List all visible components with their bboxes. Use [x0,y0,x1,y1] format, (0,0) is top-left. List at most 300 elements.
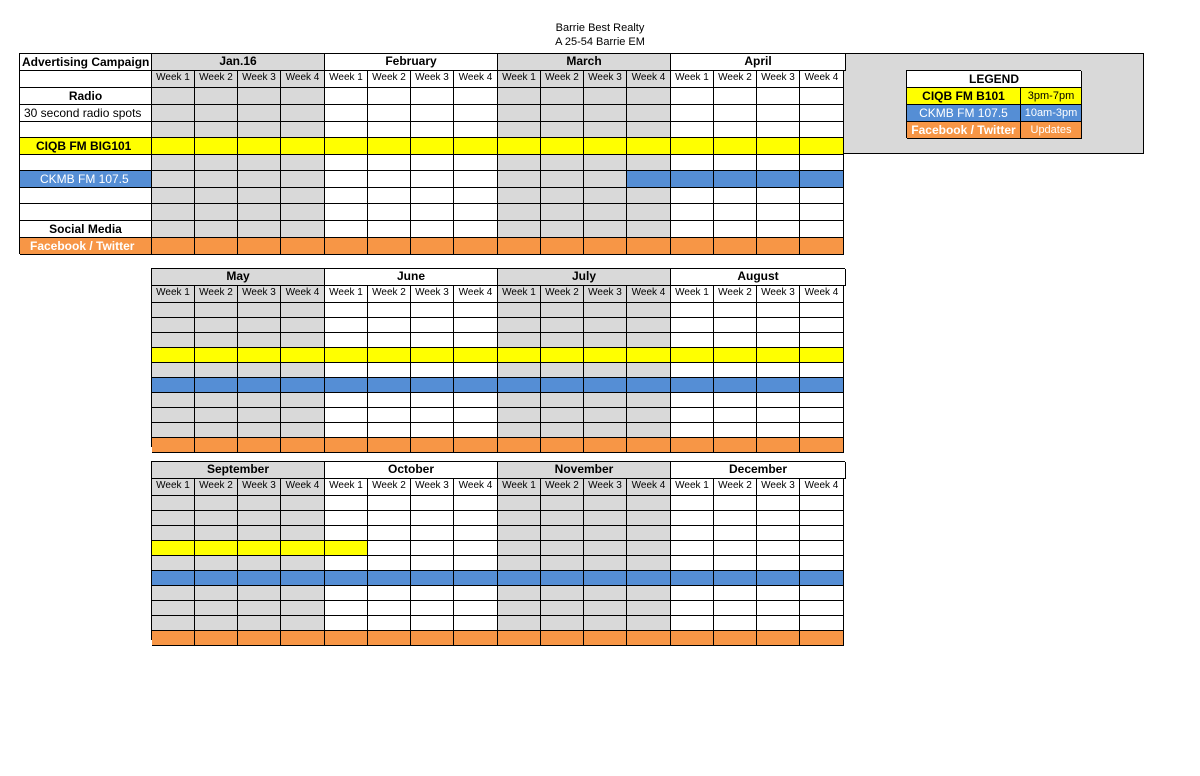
schedule-cell[interactable] [195,188,238,204]
schedule-cell[interactable] [800,631,844,646]
schedule-cell[interactable] [195,204,238,221]
schedule-cell[interactable] [671,571,714,586]
schedule-cell[interactable] [541,138,584,155]
schedule-cell[interactable] [800,318,844,333]
schedule-cell[interactable] [757,171,800,188]
schedule-cell[interactable] [411,88,454,105]
schedule-cell[interactable] [800,363,844,378]
schedule-cell[interactable] [368,526,411,541]
schedule-cell[interactable] [325,318,368,333]
schedule-cell[interactable] [714,631,757,646]
schedule-cell[interactable] [411,171,454,188]
schedule-cell[interactable] [627,188,671,204]
schedule-cell[interactable] [281,586,325,601]
schedule-cell[interactable] [325,496,368,511]
schedule-cell[interactable] [757,378,800,393]
schedule-cell[interactable] [714,408,757,423]
schedule-cell[interactable] [368,541,411,556]
schedule-cell[interactable] [368,171,411,188]
schedule-cell[interactable] [627,155,671,171]
schedule-cell[interactable] [411,438,454,453]
schedule-cell[interactable] [152,631,195,646]
schedule-cell[interactable] [671,204,714,221]
schedule-cell[interactable] [238,348,281,363]
schedule-cell[interactable] [281,423,325,438]
schedule-cell[interactable] [757,318,800,333]
schedule-cell[interactable] [238,556,281,571]
schedule-cell[interactable] [584,423,627,438]
schedule-cell[interactable] [152,363,195,378]
schedule-cell[interactable] [411,571,454,586]
schedule-cell[interactable] [411,556,454,571]
schedule-cell[interactable] [627,526,671,541]
schedule-cell[interactable] [627,438,671,453]
schedule-cell[interactable] [800,556,844,571]
schedule-cell[interactable] [411,526,454,541]
schedule-cell[interactable] [714,333,757,348]
schedule-cell[interactable] [454,601,498,616]
schedule-cell[interactable] [541,378,584,393]
schedule-cell[interactable] [325,556,368,571]
schedule-cell[interactable] [541,393,584,408]
schedule-cell[interactable] [714,393,757,408]
schedule-cell[interactable] [498,105,541,122]
schedule-cell[interactable] [671,601,714,616]
schedule-cell[interactable] [195,171,238,188]
schedule-cell[interactable] [238,122,281,138]
schedule-cell[interactable] [671,541,714,556]
schedule-cell[interactable] [454,423,498,438]
schedule-cell[interactable] [368,105,411,122]
schedule-cell[interactable] [627,138,671,155]
schedule-cell[interactable] [714,378,757,393]
schedule-cell[interactable] [584,438,627,453]
schedule-cell[interactable] [627,601,671,616]
schedule-cell[interactable] [800,526,844,541]
schedule-cell[interactable] [627,204,671,221]
schedule-cell[interactable] [714,155,757,171]
schedule-cell[interactable] [627,333,671,348]
schedule-cell[interactable] [627,423,671,438]
schedule-cell[interactable] [541,155,584,171]
schedule-cell[interactable] [757,526,800,541]
schedule-cell[interactable] [325,631,368,646]
schedule-cell[interactable] [714,122,757,138]
schedule-cell[interactable] [671,423,714,438]
schedule-cell[interactable] [800,221,844,238]
schedule-cell[interactable] [152,105,195,122]
schedule-cell[interactable] [757,363,800,378]
schedule-cell[interactable] [368,571,411,586]
schedule-cell[interactable] [238,318,281,333]
schedule-cell[interactable] [368,122,411,138]
schedule-cell[interactable] [498,363,541,378]
schedule-cell[interactable] [368,511,411,526]
schedule-cell[interactable] [281,188,325,204]
schedule-cell[interactable] [627,556,671,571]
schedule-cell[interactable] [541,221,584,238]
schedule-cell[interactable] [411,303,454,318]
schedule-cell[interactable] [238,586,281,601]
schedule-cell[interactable] [238,541,281,556]
schedule-cell[interactable] [411,105,454,122]
schedule-cell[interactable] [195,122,238,138]
schedule-cell[interactable] [498,303,541,318]
schedule-cell[interactable] [627,571,671,586]
schedule-cell[interactable] [152,423,195,438]
schedule-cell[interactable] [541,105,584,122]
schedule-cell[interactable] [584,105,627,122]
schedule-cell[interactable] [238,393,281,408]
schedule-cell[interactable] [238,601,281,616]
schedule-cell[interactable] [238,88,281,105]
schedule-cell[interactable] [584,526,627,541]
schedule-cell[interactable] [368,438,411,453]
schedule-cell[interactable] [411,363,454,378]
schedule-cell[interactable] [281,238,325,255]
schedule-cell[interactable] [498,393,541,408]
schedule-cell[interactable] [800,616,844,631]
schedule-cell[interactable] [627,105,671,122]
schedule-cell[interactable] [368,221,411,238]
schedule-cell[interactable] [281,221,325,238]
schedule-cell[interactable] [800,155,844,171]
schedule-cell[interactable] [325,303,368,318]
schedule-cell[interactable] [584,511,627,526]
schedule-cell[interactable] [281,526,325,541]
schedule-cell[interactable] [498,88,541,105]
schedule-cell[interactable] [454,348,498,363]
schedule-cell[interactable] [541,526,584,541]
schedule-cell[interactable] [757,221,800,238]
schedule-cell[interactable] [411,393,454,408]
schedule-cell[interactable] [541,238,584,255]
schedule-cell[interactable] [238,511,281,526]
schedule-cell[interactable] [757,105,800,122]
schedule-cell[interactable] [368,423,411,438]
schedule-cell[interactable] [541,438,584,453]
schedule-cell[interactable] [195,221,238,238]
schedule-cell[interactable] [800,88,844,105]
schedule-cell[interactable] [714,541,757,556]
schedule-cell[interactable] [541,303,584,318]
schedule-cell[interactable] [368,556,411,571]
schedule-cell[interactable] [714,88,757,105]
schedule-cell[interactable] [800,303,844,318]
schedule-cell[interactable] [238,363,281,378]
schedule-cell[interactable] [757,303,800,318]
schedule-cell[interactable] [411,318,454,333]
schedule-cell[interactable] [671,303,714,318]
schedule-cell[interactable] [498,423,541,438]
schedule-cell[interactable] [498,188,541,204]
schedule-cell[interactable] [152,155,195,171]
schedule-cell[interactable] [584,171,627,188]
schedule-cell[interactable] [671,556,714,571]
schedule-cell[interactable] [541,616,584,631]
schedule-cell[interactable] [757,408,800,423]
schedule-cell[interactable] [325,122,368,138]
schedule-cell[interactable] [368,631,411,646]
schedule-cell[interactable] [800,122,844,138]
schedule-cell[interactable] [627,238,671,255]
schedule-cell[interactable] [454,616,498,631]
schedule-cell[interactable] [498,541,541,556]
schedule-cell[interactable] [627,541,671,556]
schedule-cell[interactable] [238,138,281,155]
schedule-cell[interactable] [152,348,195,363]
schedule-cell[interactable] [195,631,238,646]
schedule-cell[interactable] [584,204,627,221]
schedule-cell[interactable] [325,378,368,393]
schedule-cell[interactable] [411,601,454,616]
schedule-cell[interactable] [195,238,238,255]
schedule-cell[interactable] [454,541,498,556]
schedule-cell[interactable] [238,221,281,238]
schedule-cell[interactable] [281,496,325,511]
schedule-cell[interactable] [584,616,627,631]
schedule-cell[interactable] [238,333,281,348]
schedule-cell[interactable] [454,122,498,138]
schedule-cell[interactable] [325,105,368,122]
schedule-cell[interactable] [152,188,195,204]
schedule-cell[interactable] [454,221,498,238]
schedule-cell[interactable] [498,333,541,348]
schedule-cell[interactable] [627,511,671,526]
schedule-cell[interactable] [195,393,238,408]
schedule-cell[interactable] [325,204,368,221]
schedule-cell[interactable] [411,541,454,556]
schedule-cell[interactable] [368,155,411,171]
schedule-cell[interactable] [411,408,454,423]
schedule-cell[interactable] [281,88,325,105]
schedule-cell[interactable] [584,408,627,423]
schedule-cell[interactable] [498,496,541,511]
schedule-cell[interactable] [454,155,498,171]
schedule-cell[interactable] [325,88,368,105]
schedule-cell[interactable] [238,378,281,393]
schedule-cell[interactable] [325,616,368,631]
schedule-cell[interactable] [281,348,325,363]
schedule-cell[interactable] [498,318,541,333]
schedule-cell[interactable] [281,601,325,616]
schedule-cell[interactable] [671,122,714,138]
schedule-cell[interactable] [800,378,844,393]
schedule-cell[interactable] [498,155,541,171]
schedule-cell[interactable] [281,571,325,586]
schedule-cell[interactable] [671,496,714,511]
schedule-cell[interactable] [152,511,195,526]
schedule-cell[interactable] [671,238,714,255]
schedule-cell[interactable] [325,221,368,238]
schedule-cell[interactable] [671,318,714,333]
schedule-cell[interactable] [152,204,195,221]
schedule-cell[interactable] [281,105,325,122]
schedule-cell[interactable] [757,188,800,204]
schedule-cell[interactable] [714,363,757,378]
schedule-cell[interactable] [195,586,238,601]
schedule-cell[interactable] [152,88,195,105]
schedule-cell[interactable] [195,556,238,571]
schedule-cell[interactable] [584,378,627,393]
schedule-cell[interactable] [238,438,281,453]
schedule-cell[interactable] [152,238,195,255]
schedule-cell[interactable] [541,171,584,188]
schedule-cell[interactable] [627,393,671,408]
schedule-cell[interactable] [671,363,714,378]
schedule-cell[interactable] [281,438,325,453]
schedule-cell[interactable] [627,122,671,138]
schedule-cell[interactable] [541,511,584,526]
schedule-cell[interactable] [411,188,454,204]
schedule-cell[interactable] [671,438,714,453]
schedule-cell[interactable] [627,171,671,188]
schedule-cell[interactable] [757,155,800,171]
schedule-cell[interactable] [498,378,541,393]
schedule-cell[interactable] [281,408,325,423]
schedule-cell[interactable] [195,303,238,318]
schedule-cell[interactable] [800,541,844,556]
schedule-cell[interactable] [671,171,714,188]
schedule-cell[interactable] [238,408,281,423]
schedule-cell[interactable] [627,496,671,511]
schedule-cell[interactable] [368,586,411,601]
schedule-cell[interactable] [238,526,281,541]
schedule-cell[interactable] [714,496,757,511]
schedule-cell[interactable] [411,155,454,171]
schedule-cell[interactable] [498,122,541,138]
schedule-cell[interactable] [541,496,584,511]
schedule-cell[interactable] [498,571,541,586]
schedule-cell[interactable] [498,586,541,601]
schedule-cell[interactable] [757,333,800,348]
schedule-cell[interactable] [195,526,238,541]
schedule-cell[interactable] [541,541,584,556]
schedule-cell[interactable] [757,138,800,155]
schedule-cell[interactable] [671,631,714,646]
schedule-cell[interactable] [454,511,498,526]
schedule-cell[interactable] [714,318,757,333]
schedule-cell[interactable] [800,105,844,122]
schedule-cell[interactable] [152,303,195,318]
schedule-cell[interactable] [714,204,757,221]
schedule-cell[interactable] [325,526,368,541]
schedule-cell[interactable] [541,363,584,378]
schedule-cell[interactable] [411,378,454,393]
schedule-cell[interactable] [541,556,584,571]
schedule-cell[interactable] [541,571,584,586]
schedule-cell[interactable] [671,511,714,526]
schedule-cell[interactable] [368,138,411,155]
schedule-cell[interactable] [541,88,584,105]
schedule-cell[interactable] [757,438,800,453]
schedule-cell[interactable] [627,378,671,393]
schedule-cell[interactable] [411,631,454,646]
schedule-cell[interactable] [757,88,800,105]
schedule-cell[interactable] [714,526,757,541]
schedule-cell[interactable] [195,363,238,378]
schedule-cell[interactable] [627,318,671,333]
schedule-cell[interactable] [498,408,541,423]
schedule-cell[interactable] [627,631,671,646]
schedule-cell[interactable] [757,122,800,138]
schedule-cell[interactable] [671,348,714,363]
schedule-cell[interactable] [714,348,757,363]
schedule-cell[interactable] [498,171,541,188]
schedule-cell[interactable] [671,333,714,348]
schedule-cell[interactable] [152,171,195,188]
schedule-cell[interactable] [541,348,584,363]
schedule-cell[interactable] [584,303,627,318]
schedule-cell[interactable] [541,333,584,348]
schedule-cell[interactable] [671,408,714,423]
schedule-cell[interactable] [454,188,498,204]
schedule-cell[interactable] [238,571,281,586]
schedule-cell[interactable] [584,188,627,204]
schedule-cell[interactable] [454,393,498,408]
schedule-cell[interactable] [152,138,195,155]
schedule-cell[interactable] [627,221,671,238]
schedule-cell[interactable] [325,348,368,363]
schedule-cell[interactable] [325,408,368,423]
schedule-cell[interactable] [541,408,584,423]
schedule-cell[interactable] [152,408,195,423]
schedule-cell[interactable] [671,586,714,601]
schedule-cell[interactable] [671,138,714,155]
schedule-cell[interactable] [195,155,238,171]
schedule-cell[interactable] [368,188,411,204]
schedule-cell[interactable] [671,88,714,105]
schedule-cell[interactable] [627,88,671,105]
schedule-cell[interactable] [757,238,800,255]
schedule-cell[interactable] [325,601,368,616]
schedule-cell[interactable] [325,363,368,378]
schedule-cell[interactable] [541,423,584,438]
schedule-cell[interactable] [714,511,757,526]
schedule-cell[interactable] [195,601,238,616]
schedule-cell[interactable] [584,88,627,105]
schedule-cell[interactable] [584,122,627,138]
schedule-cell[interactable] [671,155,714,171]
schedule-cell[interactable] [454,204,498,221]
schedule-cell[interactable] [714,556,757,571]
schedule-cell[interactable] [627,408,671,423]
schedule-cell[interactable] [325,438,368,453]
schedule-cell[interactable] [671,616,714,631]
schedule-cell[interactable] [411,348,454,363]
schedule-cell[interactable] [584,571,627,586]
schedule-cell[interactable] [152,496,195,511]
schedule-cell[interactable] [584,138,627,155]
schedule-cell[interactable] [800,348,844,363]
schedule-cell[interactable] [238,204,281,221]
schedule-cell[interactable] [757,571,800,586]
schedule-cell[interactable] [281,155,325,171]
schedule-cell[interactable] [411,496,454,511]
schedule-cell[interactable] [238,303,281,318]
schedule-cell[interactable] [238,171,281,188]
schedule-cell[interactable] [411,586,454,601]
schedule-cell[interactable] [281,122,325,138]
schedule-cell[interactable] [368,378,411,393]
schedule-cell[interactable] [584,348,627,363]
schedule-cell[interactable] [757,631,800,646]
schedule-cell[interactable] [411,138,454,155]
schedule-cell[interactable] [368,238,411,255]
schedule-cell[interactable] [368,616,411,631]
schedule-cell[interactable] [152,221,195,238]
schedule-cell[interactable] [671,188,714,204]
